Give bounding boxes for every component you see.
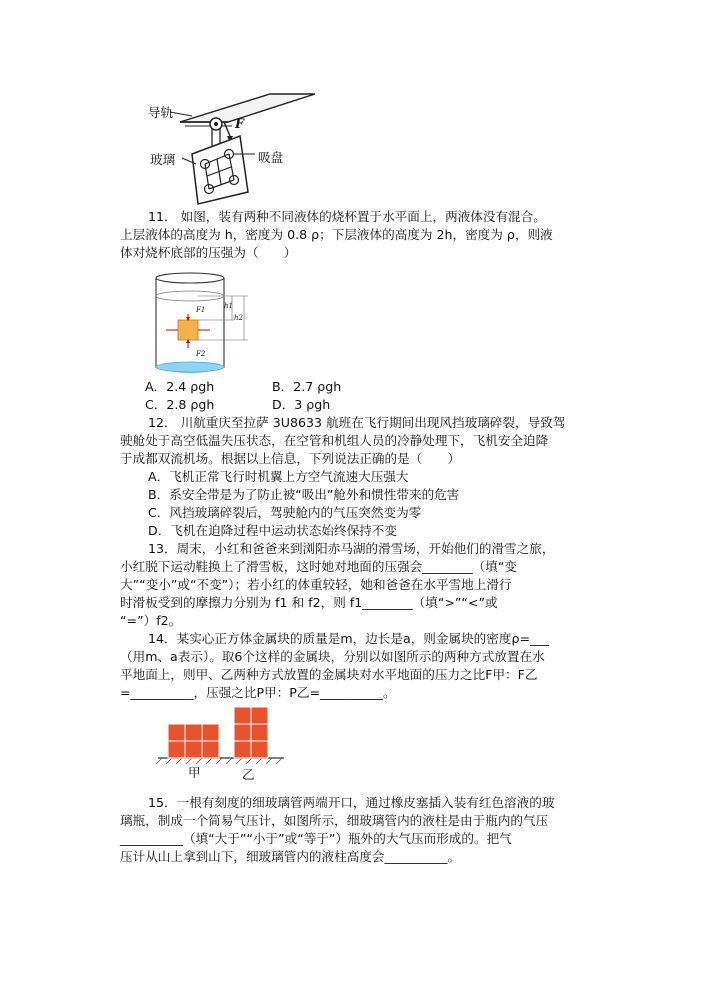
q14-line-4: =__________，压强之比P甲：P乙=__________。 bbox=[120, 685, 396, 700]
suction-cup-label: 吸盘 bbox=[258, 150, 284, 165]
q11-line-1: 11． 如图，装有两种不同液体的烧杯置于水平面上，两液体没有混合。 bbox=[148, 209, 546, 224]
f1-label: F1 bbox=[196, 306, 206, 314]
jia-label: 甲 bbox=[188, 765, 201, 780]
q11-option-a: A．2.4 ρgh bbox=[145, 379, 215, 394]
blocks-figure bbox=[150, 706, 290, 782]
q13-line-1: 13．周末，小红和爸爸来到浏阳赤马湖的滑雪场，开始他们的滑雪之旅， bbox=[148, 541, 555, 556]
q11-option-b: B．2.7 ρgh bbox=[272, 379, 342, 394]
h1-label: h1 bbox=[224, 302, 233, 310]
q12-option-c: C．风挡玻璃碎裂后，驾驶舱内的气压突然变为零 bbox=[148, 505, 422, 520]
q13-line-2: 小红脱下运动鞋换上了滑雪板，这时她对地面的压强会________（填“变 bbox=[120, 559, 517, 574]
blocks-drawing bbox=[150, 706, 290, 778]
yi-label: 乙 bbox=[242, 767, 255, 782]
glass-label: 玻璃 bbox=[150, 152, 176, 167]
q12-option-d: D．飞机在迫降过程中运动状态始终保持不变 bbox=[148, 523, 397, 538]
q12-option-a: A．飞机正常飞行时机翼上方空气流速大压强大 bbox=[148, 469, 409, 484]
q13-line-5: “=”）f2。 bbox=[120, 613, 182, 628]
q11-line-2: 上层液体的高度为 h，密度为 0.8 ρ；下层液体的高度为 2h，密度为 ρ，则液 bbox=[120, 227, 553, 242]
q13-line-4: 时滑板受到的摩擦力分别为 f1 和 f2，则 f1________（填“>”“<”或 bbox=[120, 595, 498, 610]
force-label: F bbox=[235, 116, 244, 131]
q15-line-3: __________（填“大于”“小于”或“等于”）瓶外的大气压而形成的。把气 bbox=[120, 831, 512, 846]
rail-glass-figure bbox=[140, 92, 320, 207]
q12-option-b: B．系安全带是为了防止被“吸出”舱外和惯性带来的危害 bbox=[148, 487, 460, 502]
q13-line-3: 大”“变小”或“不变”）；若小红的体重较轻，她和爸爸在水平雪地上滑行 bbox=[120, 577, 512, 592]
q12-line-3: 于成都双流机场。根据以上信息，下列说法正确的是（ ） bbox=[120, 451, 461, 466]
q15-line-2: 璃瓶，制成一个简易气压计，如图所示，细玻璃管内的液柱是由于瓶内的气压 bbox=[120, 813, 549, 828]
q14-line-3: 平地面上，则甲、乙两种方式放置的金属块对水平地面的压力之比F甲：F乙 bbox=[120, 667, 538, 682]
q11-option-c: C．2.8 ρgh bbox=[145, 397, 215, 412]
h2-label: h2 bbox=[234, 314, 243, 322]
q15-line-4: 压计从山上拿到山下，细玻璃管内的液柱高度会__________。 bbox=[120, 849, 461, 864]
f2-label: F2 bbox=[196, 350, 206, 358]
q11-option-d: D．3 ρgh bbox=[272, 397, 331, 412]
beaker-figure bbox=[148, 268, 253, 380]
q12-line-1: 12． 川航重庆至拉萨 3U8633 航班在飞行期间出现风挡玻璃碎裂，导致驾 bbox=[148, 415, 566, 430]
q12-line-2: 驶舱处于高空低温失压状态，在空管和机组人员的冷静处理下，飞机安全迫降 bbox=[120, 433, 549, 448]
rail-label: 导轨 bbox=[148, 105, 174, 120]
beaker-drawing bbox=[148, 268, 253, 380]
q15-line-1: 15．一根有刻度的细玻璃管两端开口，通过橡皮塞插入装有红色溶液的玻 bbox=[148, 795, 555, 810]
q14-line-2: （用m、a表示）。取6个这样的金属块，分别以如图所示的两种方式放置在水 bbox=[120, 649, 545, 664]
q14-line-1: 14．某实心正方体金属块的质量是m，边长是a，则金属块的密度ρ=___ bbox=[148, 631, 549, 646]
q11-line-3: 体对烧杯底部的压强为（ ） bbox=[120, 245, 297, 260]
